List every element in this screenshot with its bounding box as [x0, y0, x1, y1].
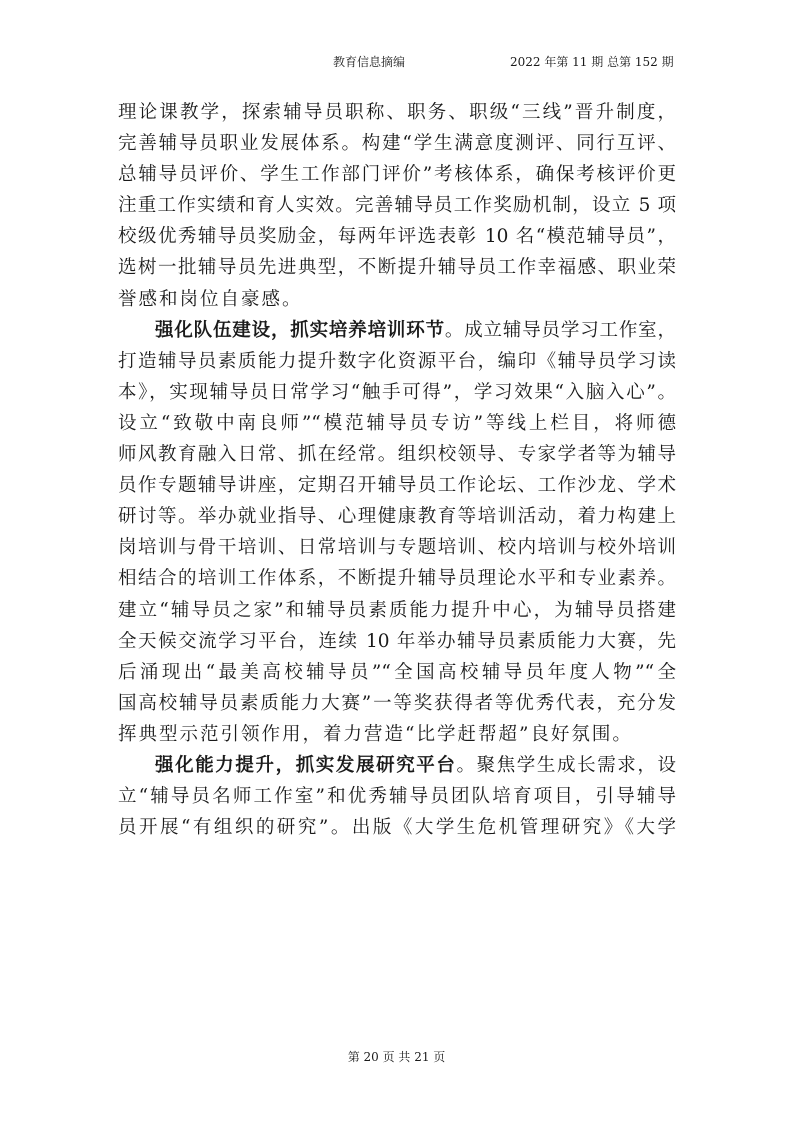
section-heading-line: 强化队伍建设，抓实培养培训环节。成立辅导员学习工作室， — [155, 319, 676, 341]
section-heading: 强化队伍建设，抓实培养培训环节 — [155, 319, 445, 341]
page-number: 第 20 页 共 21 页 — [347, 1050, 446, 1064]
publication-name: 教育信息摘编 — [333, 55, 406, 69]
text-line: 注重工作实绩和育人实效。完善辅导员工作奖励机制，设立 5 项 — [118, 195, 676, 217]
text-line: 研讨等。举办就业指导、心理健康教育等培训活动，着力构建上 — [118, 506, 676, 528]
page-header — [0, 53, 793, 73]
text-line: 打造辅导员素质能力提升数字化资源平台，编印《辅导员学习读 — [118, 350, 676, 372]
text-line: 相结合的培训工作体系，不断提升辅导员理论水平和专业素养。 — [118, 568, 676, 590]
text-line: 员作专题辅导讲座，定期召开辅导员工作论坛、工作沙龙、学术 — [118, 475, 676, 497]
text-line: 本》，实现辅导员日常学习“触手可得”，学习效果“入脑入心”。 — [118, 381, 676, 403]
text-line: 挥典型示范引领作用，着力营造“比学赶帮超”良好氛围。 — [118, 723, 633, 745]
text-line: 完善辅导员职业发展体系。构建“学生满意度测评、同行互评、 — [118, 133, 676, 155]
text-line: 誉感和岗位自豪感。 — [118, 288, 303, 310]
text-line: 国高校辅导员素质能力大赛”一等奖获得者等优秀代表，充分发 — [118, 692, 676, 714]
text-line: 设立“致敬中南良师”“模范辅导员专访”等线上栏目，将师德 — [118, 412, 676, 434]
text-line: 岗培训与骨干培训、日常培训与专题培训、校内培训与校外培训 — [118, 537, 676, 559]
article-body — [118, 97, 676, 843]
text-line: 校级优秀辅导员奖励金，每两年评选表彰 10 名“模范辅导员”， — [118, 226, 676, 248]
section-heading-line: 强化能力提升，抓实发展研究平台。聚焦学生成长需求，设 — [155, 754, 676, 776]
text-line: 师风教育融入日常、抓在经常。组织校领导、专家学者等为辅导 — [118, 444, 676, 466]
text-line: 立“辅导员名师工作室”和优秀辅导员团队培育项目，引导辅导 — [118, 786, 676, 808]
issue-number: 2022 年第 11 期 总第 152 期 — [510, 55, 674, 69]
text-line: 建立“辅导员之家”和辅导员素质能力提升中心，为辅导员搭建 — [118, 599, 676, 621]
text-line: 总辅导员评价、学生工作部门评价”考核体系，确保考核评价更 — [118, 164, 676, 186]
page-footer — [0, 1048, 793, 1065]
text-line: 员开展“有组织的研究”。出版《大学生危机管理研究》《大学 — [118, 817, 676, 839]
text-line: 全天候交流学习平台，连续 10 年举办辅导员素质能力大赛，先 — [118, 630, 676, 652]
text-line: 后涌现出“最美高校辅导员”“全国高校辅导员年度人物”“全 — [118, 661, 676, 683]
section-heading: 强化能力提升，抓实发展研究平台 — [155, 754, 457, 776]
text-line: 选树一批辅导员先进典型，不断提升辅导员工作幸福感、职业荣 — [118, 257, 676, 279]
text-line: 理论课教学，探索辅导员职称、职务、职级“三线”晋升制度， — [118, 102, 676, 123]
